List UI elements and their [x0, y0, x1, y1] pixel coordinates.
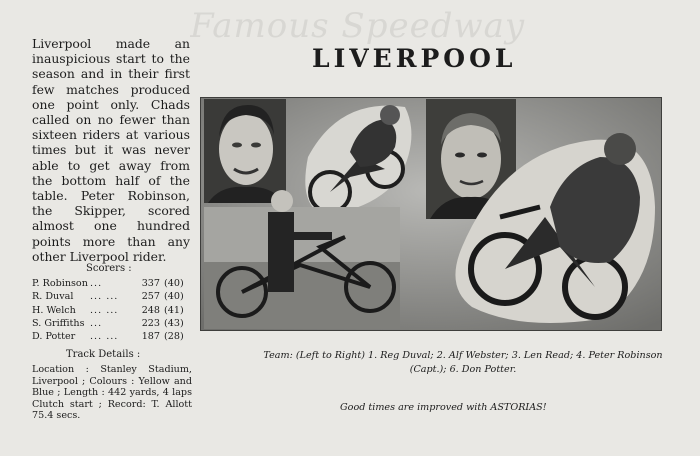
rider-portrait-photo [204, 99, 286, 203]
scorer-dots: ... [90, 317, 103, 329]
scorer-row [32, 304, 192, 317]
scorers-list [32, 277, 192, 343]
scorer-row [32, 277, 192, 290]
scorer-matches: (40) [164, 278, 184, 289]
scorer-dots: ... ... [90, 291, 119, 303]
scorer-name: R. Duval [32, 291, 74, 303]
scorer-points: 257 [141, 291, 160, 303]
rider-with-bike-photo [204, 190, 400, 329]
scorer-points: 248 [141, 304, 160, 316]
scorer-points: 187 [141, 331, 160, 343]
scorer-dots: ... [90, 278, 103, 289]
scorer-points: 337 [141, 278, 160, 289]
team-photo-collage-art [200, 97, 662, 331]
page-title: LIVERPOOL [312, 44, 517, 73]
scorer-name: H. Welch [32, 304, 76, 316]
scorer-points: 223 [141, 317, 160, 329]
advert-tagline: Good times are improved with ASTORIAS! [340, 402, 547, 413]
scorer-dots: ... ... [90, 304, 119, 316]
scorer-matches: (41) [164, 304, 184, 316]
team-caption: Team: (Left to Right) 1. Reg Duval; 2. Alf Webster; 3. Len Read; 4. Peter Robinson (Capt.); 6. Don Potter. [263, 350, 663, 375]
scorer-matches: (28) [164, 331, 184, 343]
track-details: Location : Stanley Stadium, Liverpool ; Colours : Yellow and Blue ; Length : 442 yards, 4 laps Clutch start ; Record: T. Allott 75.4 secs. [32, 364, 192, 422]
scorer-row [32, 290, 192, 303]
scorer-matches: (40) [164, 291, 184, 303]
ghost-heading: Famous Speedway [190, 6, 526, 46]
scorer-name: D. Potter [32, 331, 76, 343]
scorer-row [32, 317, 192, 330]
track-details-heading: Track Details : [66, 349, 141, 360]
scorer-name: S. Griffiths [32, 317, 85, 329]
intro-paragraph: Liverpool made an inauspicious start to the season and in their first few matches produced one point only. Chads called on no fewer than sixteen riders at various times but it was never able to get away from the bottom half of the table. Peter Robinson, the Skipper, scored almost one hundred points more than any other Liverpool rider. [32, 36, 190, 264]
scorer-dots: ... ... [90, 331, 119, 343]
scorer-name: P. Robinson [32, 278, 88, 289]
scorer-row [32, 330, 192, 343]
scorer-matches: (43) [164, 317, 184, 329]
scorers-heading: Scorers : [86, 263, 132, 274]
team-photo-collage [200, 97, 662, 331]
